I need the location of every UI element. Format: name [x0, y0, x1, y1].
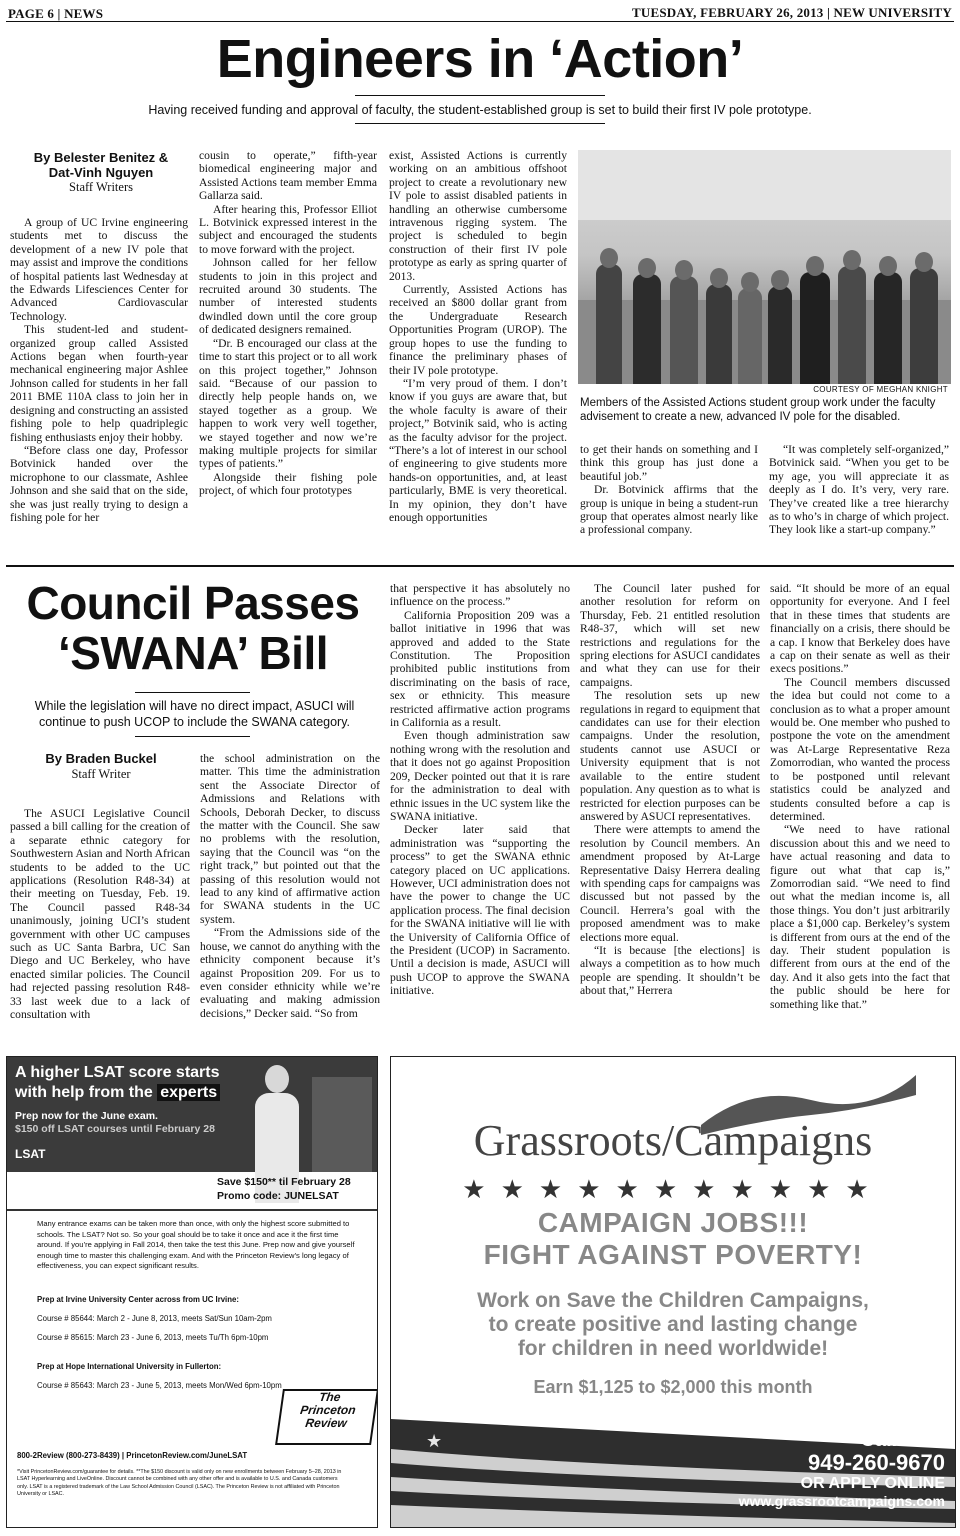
grassroots-body-line: to create positive and lasting change: [488, 1313, 858, 1336]
logo-line: Review: [304, 1416, 348, 1430]
lsat-sub-2: $150 off LSAT courses until February 28: [15, 1123, 215, 1135]
photo-person-head: [638, 258, 656, 278]
photo-person-head: [741, 272, 759, 292]
photo-person-head: [710, 268, 728, 288]
article1-deck: Having received funding and approval of faculty, the student-established group is set to build their first IV pole prototype.: [148, 103, 812, 117]
article2-deck: While the legislation will have no direct impact, ASUCI will continue to push UCOP to include the SWANA category.: [34, 699, 355, 729]
board-illustration: [312, 1077, 372, 1172]
grassroots-body: [391, 1289, 955, 1361]
paragraph: Dr. Botvinick affirms that the group is unique in being a student-run group that operates almost nearly like a professional company.: [580, 483, 758, 537]
photo-person-head: [771, 270, 789, 290]
paragraph: A group of UC Irvine engineering students met to discuss the development of a new IV pole that may assist and improve the conditions of hospital patients last Wednesday at the Edwards Lifesciences Center for Advanced Cardiovascular Technology.: [10, 216, 188, 323]
photo-person: [633, 274, 661, 384]
lsat-divider: [7, 1209, 377, 1211]
lsat-advertisement[interactable]: [6, 1056, 378, 1528]
paragraph: “Before class one day, Professor Botvinick handed over the microphone to our classmate, Ashlee Johnson and she said that on the side, she was just really trying to design a fishing pole for her: [10, 443, 188, 524]
grassroots-contact: [739, 1429, 945, 1509]
dateline: TUESDAY, FEBRUARY 26, 2013 | NEW UNIVERSITY: [632, 5, 952, 20]
photo-person-head: [806, 256, 824, 276]
paragraph: “It is because [the elections] is always a competition as to how much people are spending. It shouldn’t be about that,” Herrera: [580, 943, 760, 998]
photo-person: [768, 286, 792, 384]
paragraph: The Council members discussed the idea but could not come to a conclusion as to what a proper amount would be. One member who pushed to postpone the vote on the amendment was At-Large Representative Reza Zomorrodian, who wanted the process to be postponed until relevant statistics could be analyzed and students consulted before a cap is determined.: [770, 675, 950, 823]
lsat-save: Save $150** til February 28: [217, 1176, 351, 1188]
photo-credit: COURTESY OF MEGHAN KNIGHT: [813, 385, 948, 394]
photo-person-head: [879, 256, 897, 276]
byline-line-2: Dat-Vinh Nguyen: [48, 165, 154, 180]
article2-byline: By Braden Buckel: [45, 751, 157, 766]
article2-column-2: [200, 752, 380, 1032]
article2-role: Staff Writer: [71, 767, 131, 781]
lsat-course: Course # 85644: March 2 - June 8, 2013, meets Sat/Sun 10am-2pm: [37, 1314, 272, 1323]
photo-person: [706, 284, 732, 384]
paragraph: Decker later said that administration was “supporting the process” to get the SWANA ethnic category placed on UC applications. However, UCI administration does not have the power to change the UC application process. The final decision for the SWANA initiative will lie with the University of California Office of the President (UCOP) in Sacramento. Until a decision is made, ASUCI will push UCOP to approve the SWANA initiative.: [390, 823, 570, 998]
paragraph: the school administration on the matter. This time the administration sent the Associate Director of Admissions and Relations with Schools, Deborah Decker, to discuss the matter with the Council. She saw no problems with the resolution, saying that the Council was “on the right track,” but pointed out that the passing of this resolution would not lead to any kind of affirmative action for SWANA students in the UC system.: [200, 752, 380, 926]
lsat-contact[interactable]: 800-2Review (800-273-8439) | PrincetonReview.com/JuneLSAT: [17, 1451, 248, 1460]
byline-line-1: By Belester Benitez &: [33, 150, 169, 165]
paragraph: “I’m very proud of them. I don’t know if you guys are aware that, but the whole faculty is aware of their project,” Botvinik said, who is acting as the faculty advisor for the project. “There’s a lot of interest in our school of engineering to give students more hands-on opportunities, and, at least particularly, BME is very theoretical. In my opinion, they don’t have enough opportunities: [389, 376, 567, 524]
photo-person: [596, 264, 622, 384]
deck-rule-bottom: [355, 123, 605, 124]
paragraph: California Proposition 209 was a ballot initiative in 1996 that was approved and added to the State Constitution. The Proposition prohibited public institutions from discriminating on the basis of race, sex or ethnicity. This measure restricted affirmative action programs in California as a result.: [390, 608, 570, 730]
issue-date: TUESDAY, FEBRUARY 26, 2013: [632, 5, 824, 20]
article1-column-2: [199, 149, 377, 556]
article2-column-5: [770, 582, 950, 1032]
article2-column-1: [10, 807, 190, 1032]
section-name: NEWS: [64, 6, 104, 21]
logo-line: The: [318, 1390, 342, 1404]
lsat-fineprint: *Visit PrincetonReview.com/guarantee for details. **The $150 discount is valid only on new enrollments between February 5–28, 2013 in LSAT Hyperlearning and LiveOnline. Discount cannot be combined with any other offer and is available to U.S. and Canada customers only. LSAT is a registered trademark of the Law School Admission Council (LSAC). The Princeton Review is not affiliated with Princeton University or LSAC.: [17, 1469, 342, 1498]
grassroots-body-line: Work on Save the Children Campaigns,: [477, 1289, 869, 1312]
section-divider: [6, 565, 954, 567]
photo-wall: [578, 150, 951, 220]
photo-person: [738, 288, 762, 384]
lsat-prep1-title: Prep at Irvine University Center across from UC Irvine:: [37, 1295, 239, 1304]
paragraph: This student-led and student-organized group called Assisted Actions began when fourth-year mechanical engineering major Ashlee Johnson called for students in her fall 2011 BME 110A class to join her in designing and constructing an assisted fishing pole to help quadriplegic fishing enthusiasts enjoy their hobby.: [10, 323, 188, 444]
paragraph: to get their hands on something and I think this group has just done a beautiful job.”: [580, 443, 758, 483]
deck-rule-top: [355, 95, 605, 96]
grassroots-headline-2: FIGHT AGAINST POVERTY!: [483, 1239, 863, 1270]
deck-rule-top: [135, 692, 250, 693]
lsat-prep2-title: Prep at Hope International University in Fullerton:: [37, 1362, 222, 1371]
paragraph: Currently, Assisted Actions has received an $800 dollar grant from the Undergraduate Research Opportunities Program (UROP). The group hopes to use the funding to finance the preliminary phases of their IV pole prototype.: [389, 283, 567, 377]
paragraph: Alongside their fishing pole project, of which four prototypes: [199, 470, 377, 498]
star-row: ★★★★★★★★★★★: [462, 1175, 884, 1204]
article1-column-4: [580, 443, 758, 556]
grassroots-headline: [391, 1207, 955, 1271]
lsat-prep-irvine: [37, 1290, 367, 1347]
article1-headline: Engineers in ‘Action’: [216, 29, 744, 89]
photo-person: [670, 276, 698, 384]
paragraph: said. “It should be more of an equal opportunity for everyone. And I feel that in these times that students are financially on a crisis, there should be a cap. I know that Berkeley does have a cap on their senate as well as their execs positions.”: [770, 582, 950, 676]
paragraph: exist, Assisted Actions is currently working on an ambitious offshoot project to create a revolutionary new IV pole to assist disabled patients in handling an otherwise cumbersome intravenous rigging system. The project is scheduled to begin construction of their first IV pole prototype as early as spring quarter of 2013.: [389, 149, 567, 283]
photo-person: [874, 272, 902, 384]
photo-person-head: [915, 252, 933, 272]
paragraph: “It was completely self-organized,” Botvinick said. “When you get to be my age, you will appreciate it as deeply as I do. It’s very, very rare. They’ve created like a tree hierarchy as to who’s in charge of which project. They look like a start-up company.”: [769, 443, 949, 537]
photo-person: [838, 266, 866, 384]
grassroots-earn: Earn $1,125 to $2,000 this month: [533, 1377, 813, 1397]
article2-column-3: [390, 582, 570, 1032]
photo-person-head: [843, 250, 861, 270]
princeton-review-logo: [275, 1389, 378, 1445]
page-number: PAGE 6: [8, 6, 55, 21]
paragraph: cousin to operate,” fifth-year biomedical engineering major and Assisted Actions team member Emma Gallarza said.: [199, 149, 377, 203]
page-label: PAGE 6 | NEWS: [8, 6, 104, 21]
paragraph: After hearing this, Professor Elliot L. Botvinick expressed interest in the subject and encouraged the students to move forward with the project.: [199, 202, 377, 256]
grassroots-advertisement[interactable]: [390, 1056, 956, 1528]
lsat-logo-text: LSAT: [15, 1147, 46, 1161]
photo-caption: Members of the Assisted Actions student group work under the faculty advisement to create a new, advanced IV pole for the disabled.: [580, 397, 936, 423]
paragraph: The resolution sets up new regulations in regard to equipment that candidates can use for their election campaigns. Under the resolution, students cannot use ASUCI or University equipment that is not available to the entire student population. Any question as to what is restricted for election purposes can be answered by ASUCI representatives.: [580, 689, 760, 823]
svg-text:★: ★: [426, 1431, 443, 1451]
paragraph: that perspective it has absolutely no influence on the process.”: [390, 582, 570, 609]
lsat-course: Course # 85643: March 23 - June 5, 2013, meets Mon/Wed 6pm-10pm: [37, 1381, 282, 1390]
grassroots-logo: Grassroots/Campaigns: [473, 1116, 873, 1165]
article1-column-1: [10, 216, 188, 556]
lsat-headline-line-2: with help from the: [15, 1084, 153, 1101]
headline-line-1: Council Passes: [26, 577, 360, 629]
lsat-course: Course # 85615: March 23 - June 6, 2013, meets Tu/Th 6pm-10pm: [37, 1333, 269, 1342]
logo-word-2: Campaigns: [674, 1116, 873, 1165]
lsat-headline-line-1: A higher LSAT score starts: [15, 1064, 220, 1081]
paragraph: “Dr. B encouraged our class at the time to start this project or to all work on this project together,” Johnson said. “Because of our passion to directly help people hands on, we stayed together as a group. We happen to work very well together, we stayed together and now we’re making multiple projects for similar types of patients.”: [199, 336, 377, 471]
headline-line-2: ‘SWANA’ Bill: [57, 627, 329, 679]
lsat-promo: Promo code: JUNELSAT: [217, 1190, 339, 1202]
lsat-headline-highlight: experts: [157, 1084, 220, 1101]
lsat-offer: [217, 1175, 351, 1203]
lsat-sub-1: Prep now for the June exam.: [15, 1110, 158, 1122]
apply-label: OR APPLY ONLINE: [800, 1475, 945, 1492]
paragraph: There were attempts to amend the resolution by Council members. An amendment proposed by At-Large Representative Daisy Herrera dealing with spending caps for campaigns was discussed but not passed by the Council. Herrera’s goal with the proposed amendment was to make elections more equal.: [580, 823, 760, 944]
paragraph: “We need to have rational discussion about this and we need to have actual reasoning and data to figure out what that cap is,” Zomorrodian said. “We need to find out what the median income is, all those things. You don’t just arbitrarily place a $1,000 cap. Berkeley’s system is different from ours at the end of the day. Their student population is different from ours at the end of the day. And it also gets into the fact that the public should be here for something like that.”: [770, 823, 950, 1011]
phone-number[interactable]: 949-260-9670: [807, 1450, 945, 1475]
paragraph: The Council later pushed for another resolution for reform on Thursday, Feb. 21 entitled resolution R48-37, which will set new restrictions and regulations for the spring elections for ASUCI candidates and what they can use for their campaigns.: [580, 582, 760, 689]
lsat-body: Many entrance exams can be taken more than once, with only the highest score submitted to schools. The LSAT? Not so. So your goal should be to take it once and ace it the first time around. If you’re applying in Fall 2014, then take the test this June. Prep now and give yourself enough time to master this challenging exam. And with the Princeton Review’s long legacy of effectiveness, you can expect significant results.: [37, 1219, 355, 1271]
photo-person: [910, 268, 938, 384]
call-label: Call Sam: [860, 1429, 945, 1451]
paragraph: Even though administration saw nothing wrong with the resolution and that it does not go against Proposition 209, Decker pointed out that it is rare for the administration to deal with ethnic issues in the UC system like the SWANA initiative.: [390, 729, 570, 823]
grassroots-headline-1: CAMPAIGN JOBS!!!: [537, 1207, 809, 1238]
article2-headline: [8, 578, 378, 678]
article1-column-3: [389, 149, 567, 556]
photo-person: [800, 272, 830, 384]
photo-person-head: [600, 248, 618, 268]
lsat-ad-subhead: [15, 1110, 215, 1136]
logo-line: Princeton: [299, 1403, 357, 1417]
article2-column-4: [580, 582, 760, 1032]
article1-role: Staff Writers: [69, 180, 133, 194]
article1-column-5: [769, 443, 949, 556]
teacher-head: [265, 1065, 289, 1093]
grassroots-body-line: for children in need worldwide!: [517, 1337, 829, 1360]
paper-name: NEW UNIVERSITY: [833, 5, 952, 20]
masthead-rule: [6, 21, 954, 22]
logo-word-1: Grassroots: [473, 1116, 662, 1165]
group-photo: [578, 150, 951, 384]
website-link[interactable]: www.grassrootcampaigns.com: [738, 1493, 945, 1509]
lsat-ad-headline: [15, 1063, 220, 1103]
paragraph: Johnson called for her fellow students to join in this project and recruited around 30 students. The number of interested students dwindled down until the core group of dedicated designers remained.: [199, 256, 377, 337]
paragraph: The ASUCI Legislative Council passed a bill calling for the creation of a separate ethnic category for Southwestern Asian and North African students to be added to the UC applications (Resolution R48-34) at their meeting on Tuesday, Feb. 19. The Council passed R48-34 unanimously, joining UCI’s student government with other UC campuses such as UC Santa Barbra, UC San Diego and UC Berkeley, who have enacted similar policies. The Council had rejected passing resolution R48-33 last week due to a lack of consultation with: [10, 807, 190, 1022]
photo-person-head: [675, 260, 693, 280]
paragraph: “From the Admissions side of the house, we cannot do anything with the ethnicity component because it’s against Proposition 209. For us to even consider ethnicity while we’re evaluating and making admission decisions,” Decker said. “So from: [200, 926, 380, 1020]
article1-byline: [12, 150, 190, 180]
deck-rule-bottom: [135, 736, 250, 737]
